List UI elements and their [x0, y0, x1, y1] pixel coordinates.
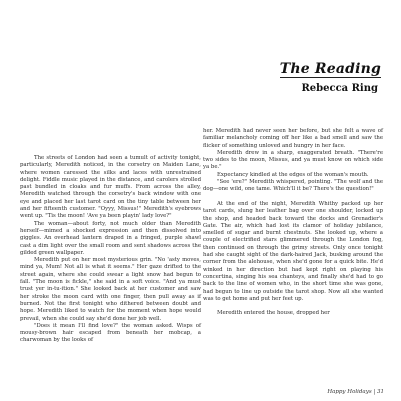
paragraph: "Does it mean I'll find love?" the woman asked. Wisps of mousy-brown hair escaped from beneath her mobcap, a charwoman by the looks of [20, 322, 201, 344]
paragraph: At the end of the night, Meredith Whithy packed up her tarot cards, slung her leather bag over one shoulder, locked up the shop, and headed back toward the docks and Grenadier's Gate. The air, which had lost its clamor of holiday jubilance, smelled of sugar and burnt chestnuts. She looked up, where a couple of electrified stars glimmered through the London fog, then continued on through the grimy streets. Only once tonight had she caught sight of the dark-haired Jack, busking around the corner from the alehouse, when she'd gone for a quick bite. He'd winked in her direction but had kept right on playing his concertina, singing his sea chanteys, and finally she'd had to go back to the line of women who, in the short time she was gone, had begun to line up outside the tarot shop. Now all she wanted was to get home and put her feet up. [203, 200, 383, 302]
page-footer: Happy Holidays | 31 [327, 389, 384, 395]
left-text-column [20, 155, 201, 345]
paragraph: her. Meredith had never seen her before, but she felt a wave of familiar melancholy coming off her like a bad smell and saw the flicker of something unloved and hungry in her face. [203, 128, 383, 149]
story-title: The Reading [279, 61, 381, 77]
paragraph: Meredith drew in a sharp, exaggerated breath. "There're two sides to the moon, Missus, and ya must know on which side ya be." [203, 149, 383, 171]
paragraph: "See 'ere?" Meredith whispered, pointing. "The wolf and the dog—one wild, one tame. Which'll it be? There's the question!" [203, 179, 383, 193]
paragraph: Meredith entered the house, dropped her [217, 310, 330, 317]
paragraph: Expectancy kindled at the edges of the woman's mouth. [217, 171, 369, 178]
paragraph: Meredith put on her most mysterious grin. "No 'asty moves, mind ya, Mum! Not all is what it seems." Her gaze drifted to the street again, where she could swear a light snow had begun to fall. "The moon is fickle," she said in a soft voice. "And ya must trust yer in-tu-ition." She looked back at her customer and saw her stroke the moon card with one finger, then pull away as if burned. Not the first tonight who dithered between doubt and hope. Meredith liked to watch for the moment when hope would prevail, when she could say she'd done her job well. [20, 257, 201, 322]
story-author: Rebecca Ring [301, 83, 378, 94]
paragraph: The woman—about forty, not much older than Meredith herself—mimed a shocked expression and then dissolved into giggles. An overhead lantern draped in a fringed, purple shawl cast a dim light over the small room and sent shadows across the gilded green wallpaper. [20, 220, 201, 256]
right-text-column [203, 128, 383, 318]
paragraph: The streets of London had seen a tumult of activity tonight, particularly, Meredith noticed, in the corsetry on Maiden Lane, where women caressed the silks and laces with unrestrained delight. Fiddle music played in the distance, and carolers strolled past bundled in cloaks and fur muffs. From across the alley, Meredith watched through the corsetry's back window with one eye and placed her last tarot card on the tiny table between her and her fifteenth customer. "Oyyy, Missus!" Meredith's eyebrows went up. "Tis the moon! 'Ave ya been playin' lady love?" [20, 155, 201, 220]
